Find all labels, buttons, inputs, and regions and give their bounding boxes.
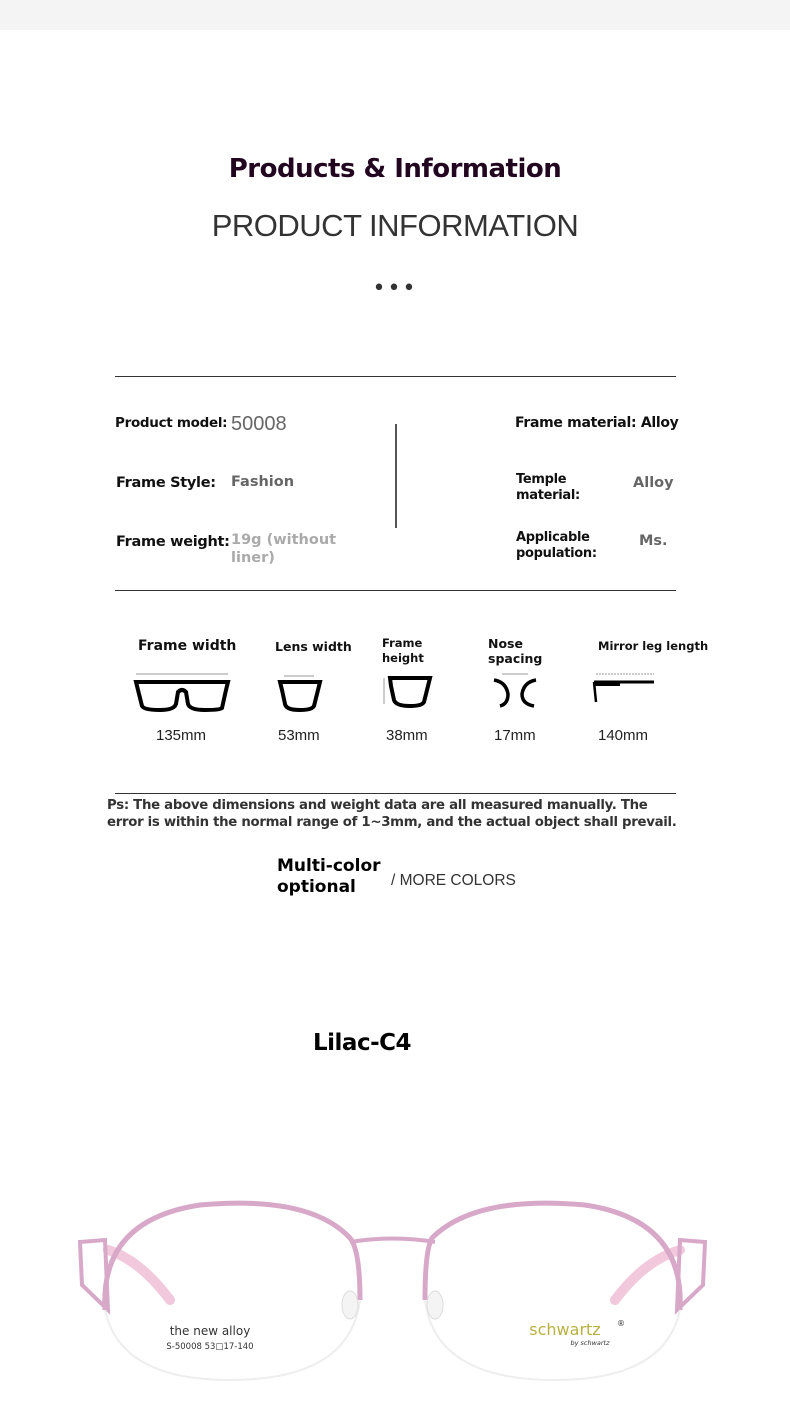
right-rim [425, 1203, 680, 1310]
population-label: Applicable population: [516, 530, 597, 561]
frame-height-icon [384, 678, 430, 706]
dimension-icons [130, 668, 720, 716]
dimension-label-frame-width: Frame width [138, 638, 237, 654]
left-rim [105, 1203, 360, 1310]
right-nose-pad [427, 1291, 443, 1319]
vertical-divider [395, 424, 397, 528]
dimension-value-lens-width: 53mm [278, 727, 320, 744]
color-variant-name: Lilac-C4 [313, 1030, 412, 1056]
page-subtitle: PRODUCT INFORMATION [211, 208, 579, 243]
left-lens [105, 1300, 360, 1380]
temple-length-icon [594, 674, 654, 702]
divider-top [115, 376, 676, 377]
brand-logo: schwartz [529, 1320, 601, 1339]
population-value: Ms. [639, 533, 668, 549]
temple-material-value: Alloy [633, 475, 674, 491]
divider-middle [115, 590, 676, 591]
dimension-label-frame-height: Frame height [382, 636, 424, 665]
right-lens [425, 1300, 680, 1380]
nose-spacing-icon [494, 674, 536, 706]
brand-registered-mark: ® [617, 1319, 625, 1328]
measurement-note: Ps: The above dimensions and weight data are all measured manually. The error is within the normal range of 1~3mm, and the actual object shall prevail. [107, 798, 677, 830]
dimension-value-frame-height: 38mm [386, 727, 428, 744]
frame-style-value: Fashion [231, 474, 295, 490]
divider-bottom [115, 793, 676, 794]
temple-material-label: Temple material: [516, 472, 580, 503]
dimension-label-mirror-leg: Mirror leg length [598, 639, 709, 653]
lens-text-model: S-50008 53□17-140 [166, 1342, 254, 1352]
dimension-label-lens-width: Lens width [275, 639, 352, 654]
page-title: Products & Information [228, 154, 562, 184]
lens-text-alloy: the new alloy [169, 1324, 251, 1338]
frame-weight-label: Frame weight: [116, 534, 230, 550]
frame-width-icon [136, 674, 228, 710]
product-image-glasses [60, 1180, 730, 1400]
brand-subtitle: by schwartz [570, 1339, 610, 1347]
frame-weight-value: 19g (without liner) [231, 532, 337, 566]
ellipsis-decoration: ••• [372, 276, 418, 301]
frame-material-label: Frame material: Alloy [515, 415, 679, 431]
left-temple [108, 1250, 170, 1300]
lens-width-icon [280, 676, 320, 710]
dimension-value-mirror-leg: 140mm [598, 727, 649, 744]
dimension-value-nose-spacing: 17mm [494, 727, 536, 744]
bridge [350, 1239, 435, 1243]
top-band [0, 0, 790, 30]
multi-color-heading: Multi-color optional [277, 856, 381, 897]
dimension-label-nose-spacing: Nose spacing [488, 636, 543, 666]
left-nose-pad [342, 1291, 358, 1319]
product-model-value: 50008 [231, 413, 287, 435]
dimension-value-frame-width: 135mm [156, 727, 207, 744]
more-colors-link[interactable]: / MORE COLORS [391, 872, 516, 889]
product-model-label: Product model: [115, 415, 228, 431]
frame-style-label: Frame Style: [116, 475, 216, 491]
